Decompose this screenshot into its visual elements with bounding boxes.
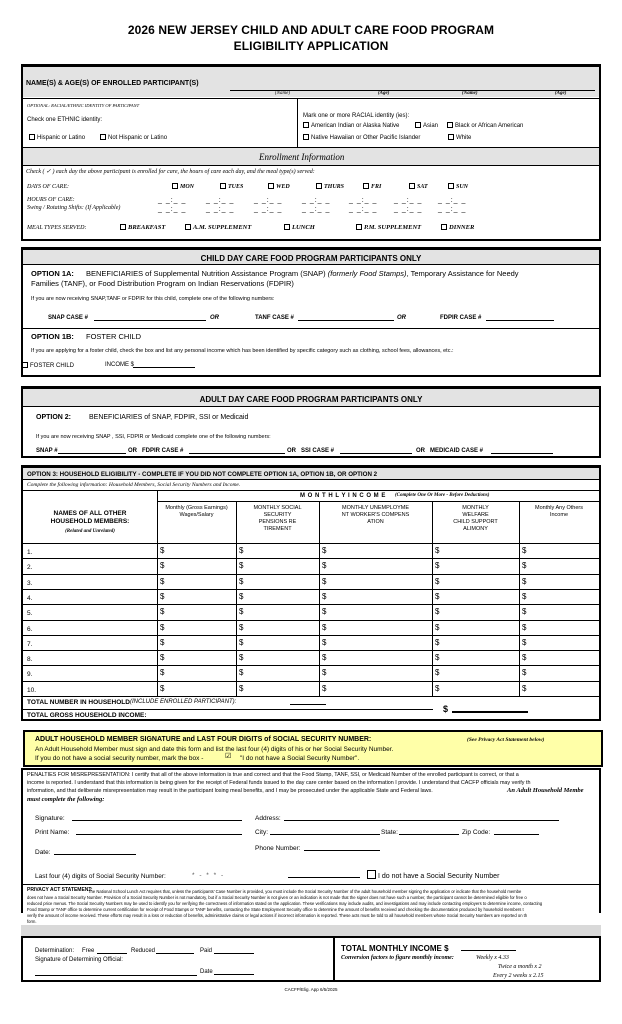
household-row-number: 6.: [27, 625, 33, 633]
optional-label: OPTIONAL: RACIAL/ETHNIC IDENTITY OF PARTICIPANT: [27, 103, 140, 108]
state-input[interactable]: [399, 828, 459, 835]
income-cell[interactable]: $: [160, 668, 165, 678]
racial-option-white[interactable]: White: [448, 134, 471, 142]
household-member-name-input[interactable]: [40, 622, 154, 633]
income-cell[interactable]: $: [239, 546, 244, 555]
household-heading: OPTION 3: HOUSEHOLD ELIGIBILITY - COMPLETE IF YOU DID NOT COMPLETE OPTION 1A, OPTION 1B, OR OPTION 2: [27, 471, 378, 478]
meal-checkbox-5[interactable]: DINNER: [441, 224, 474, 231]
income-cell[interactable]: $: [522, 607, 527, 617]
income-cell[interactable]: $: [435, 637, 440, 647]
household-row-number: 1.: [27, 549, 33, 556]
household-member-name-input[interactable]: [40, 560, 154, 571]
racial-option-asian[interactable]: Asian: [415, 122, 438, 130]
household-row-number: 5.: [27, 610, 33, 618]
ethnic-label: Check one ETHNIC identity:: [27, 117, 103, 123]
income-cell[interactable]: $: [322, 668, 327, 678]
signature-input[interactable]: [72, 814, 242, 821]
checkbox-icon: [185, 224, 191, 230]
racial-option-black[interactable]: Black or African American: [447, 122, 523, 130]
racial-label: Mark one or more RACIAL identity (ies):: [303, 113, 410, 119]
income-cell[interactable]: $: [239, 591, 244, 601]
income-cell[interactable]: $: [160, 561, 165, 571]
household-row-number: 7.: [27, 640, 33, 648]
adult-heading: ADULT DAY CARE FOOD PROGRAM PARTICIPANTS ONLY: [199, 395, 423, 404]
hours-field-5[interactable]: _ _:_ _: [349, 197, 378, 204]
household-member-name-input[interactable]: [40, 606, 154, 617]
income-cell[interactable]: $: [239, 637, 244, 647]
option-1a-text: BENEFICIARIES of Supplemental Nutrition Assistance Program (SNAP) (formerly Food Stamps), Temporary Assistance for Needy: [86, 269, 519, 278]
meal-checkbox-2[interactable]: A.M. SUPPLEMENT: [185, 224, 251, 231]
hours-field-end-5[interactable]: _ _:_ _: [349, 206, 378, 213]
day-checkbox-mon[interactable]: MON: [172, 183, 194, 191]
checkbox-icon: [303, 134, 309, 140]
adult-ssi-input[interactable]: [340, 447, 412, 454]
racial-option-hawaiian[interactable]: Native Hawaiian or Other Pacific Islander: [303, 134, 420, 142]
household-row-number: 10.: [27, 686, 37, 694]
checkbox-icon: [284, 224, 290, 230]
income-column-header-4: MONTHLY WELFARE CHILD SUPPORT ALIMONY: [453, 505, 498, 533]
day-checkbox-fri[interactable]: FRI: [363, 183, 381, 191]
checkbox-icon: [363, 183, 369, 189]
income-cell[interactable]: $: [239, 576, 244, 586]
checkbox-icon: [100, 134, 106, 140]
print-name-input[interactable]: [76, 828, 242, 835]
foster-income-input[interactable]: [133, 361, 195, 368]
participants-heading: NAME(S) & AGE(S) OF ENROLLED PARTICIPANT(S): [26, 80, 199, 87]
checkbox-icon: [29, 134, 35, 140]
reduced-input[interactable]: [156, 947, 194, 954]
income-cell[interactable]: $: [522, 546, 527, 555]
total-monthly-income-input[interactable]: [461, 944, 516, 951]
adult-medicaid-input[interactable]: [491, 447, 553, 454]
checkbox-icon: [441, 224, 447, 230]
meal-checkbox-1[interactable]: BREAKFAST: [120, 224, 165, 231]
income-cell[interactable]: $: [522, 637, 527, 647]
income-cell[interactable]: $: [522, 653, 527, 663]
income-cell[interactable]: $: [322, 637, 327, 647]
income-cell[interactable]: $: [435, 622, 440, 632]
income-cell[interactable]: $: [522, 668, 527, 678]
income-cell[interactable]: $: [522, 683, 527, 693]
enrollment-instruction: Check ( ✓ ) each day the above participant is enrolled for care, the hours of care each day, and the meal type(s) served:: [26, 169, 315, 175]
income-cell[interactable]: $: [522, 561, 527, 571]
household-member-name-input[interactable]: [40, 652, 154, 663]
phone-input[interactable]: [304, 844, 380, 851]
option-1b-label: OPTION 1B:: [31, 332, 74, 341]
day-checkbox-wed[interactable]: WED: [268, 183, 290, 191]
ssn-last-four-input[interactable]: [288, 871, 360, 878]
income-cell[interactable]: $: [160, 546, 165, 555]
day-checkbox-thurs[interactable]: THURS: [316, 183, 344, 191]
checkbox-icon: [409, 183, 415, 189]
income-cell[interactable]: $: [160, 591, 165, 601]
child-section: [21, 247, 601, 377]
income-cell[interactable]: $: [435, 546, 440, 555]
checkbox-icon: [22, 362, 28, 368]
hours-field-6[interactable]: _ _:_ _: [394, 197, 423, 204]
household-member-name-input[interactable]: [40, 545, 154, 556]
income-cell[interactable]: $: [322, 561, 327, 571]
checkbox-icon: [172, 183, 178, 189]
hours-field-end-7[interactable]: _ _:_ _: [438, 206, 467, 213]
child-fdpir-case-input[interactable]: [486, 314, 554, 321]
hours-field-3[interactable]: _ _:_ _: [254, 197, 283, 204]
income-cell[interactable]: $: [435, 607, 440, 617]
footer-version: CACFP/Elig. App 6/5/2025: [284, 987, 338, 992]
income-cell[interactable]: $: [160, 683, 165, 693]
day-checkbox-tues[interactable]: TUES: [220, 183, 243, 191]
household-row-number: 9.: [27, 671, 33, 679]
income-cell[interactable]: $: [239, 561, 244, 571]
income-cell[interactable]: $: [239, 622, 244, 632]
hours-field-2[interactable]: _ _:_ _: [206, 197, 235, 204]
checkbox-icon: ☑: [225, 753, 232, 760]
hours-field-end-2[interactable]: _ _:_ _: [206, 206, 235, 213]
hours-field-1[interactable]: _ _:_ _: [158, 197, 187, 204]
address-input[interactable]: [284, 814, 559, 821]
household-member-name-input[interactable]: [40, 667, 154, 678]
income-cell[interactable]: $: [239, 668, 244, 678]
income-cell[interactable]: $: [322, 576, 327, 586]
city-input[interactable]: [270, 828, 380, 835]
income-cell[interactable]: $: [160, 607, 165, 617]
paid-input[interactable]: [214, 947, 254, 954]
income-cell[interactable]: $: [322, 622, 327, 632]
form-title-line1: 2026 NEW JERSEY CHILD AND ADULT CARE FOOD PROGRAM: [127, 23, 495, 37]
income-column-header-3: MONTHLY UNEMPLOYME NT WORKER'S COMPENS ATION: [341, 505, 410, 526]
checkbox-icon: [447, 122, 453, 128]
no-ssn-checkbox[interactable]: I do not have a Social Security Number: [367, 870, 499, 881]
household-member-name-input[interactable]: [40, 683, 154, 694]
income-cell[interactable]: $: [522, 591, 527, 601]
household-row-number: 4.: [27, 594, 33, 602]
checkbox-icon: [120, 224, 126, 230]
income-cell[interactable]: $: [435, 591, 440, 601]
free-input[interactable]: [97, 947, 127, 954]
hours-field-end-1[interactable]: _ _:_ _: [158, 206, 187, 213]
household-member-name-input[interactable]: [40, 576, 154, 587]
income-cell[interactable]: $: [160, 653, 165, 663]
meal-checkbox-4[interactable]: P.M. SUPPLEMENT: [356, 224, 421, 231]
option-2-label: OPTION 2:: [36, 414, 72, 421]
hours-field-end-6[interactable]: _ _:_ _: [394, 206, 423, 213]
form-title-line2: ELIGIBILITY APPLICATION: [233, 39, 389, 53]
ssn-mask: * - * * -: [192, 872, 225, 879]
official-date-input[interactable]: [214, 968, 254, 975]
household-member-name-input[interactable]: [40, 591, 154, 602]
income-cell[interactable]: $: [160, 637, 165, 647]
day-checkbox-sun[interactable]: SUN: [448, 183, 468, 191]
income-column-header-2: MONTHLY SOCIAL SECURITY PENSIONS RE TIREMENT: [253, 505, 302, 533]
adult-snap-input[interactable]: [58, 447, 126, 454]
income-cell[interactable]: $: [322, 591, 327, 601]
checkbox-icon: [220, 183, 226, 189]
checkbox-icon: [268, 183, 274, 189]
income-cell[interactable]: $: [435, 668, 440, 678]
checkbox-icon: [448, 183, 454, 189]
total-number-input[interactable]: [290, 698, 326, 705]
hours-field-end-3[interactable]: _ _:_ _: [254, 206, 283, 213]
checkbox-icon: [356, 224, 362, 230]
income-cell[interactable]: $: [160, 622, 165, 632]
checkbox-icon: [367, 870, 376, 879]
checkbox-icon: [415, 122, 421, 128]
income-cell[interactable]: $: [435, 653, 440, 663]
checkbox-icon: [448, 134, 454, 140]
foster-child-checkbox[interactable]: FOSTER CHILD: [22, 362, 74, 370]
household-row-number: 8.: [27, 656, 33, 664]
total-gross-income-input[interactable]: [452, 706, 528, 713]
ethnic-option-not-hispanic[interactable]: Not Hispanic or Latino: [100, 134, 167, 142]
income-cell[interactable]: $: [160, 576, 165, 586]
child-snap-case-input[interactable]: [94, 314, 206, 321]
adult-fdpir-input[interactable]: [189, 447, 285, 454]
hours-field-end-4[interactable]: _ _:_ _: [302, 206, 331, 213]
child-heading: CHILD DAY CARE FOOD PROGRAM PARTICIPANTS ONLY: [200, 254, 422, 263]
income-cell[interactable]: $: [522, 576, 527, 586]
checkbox-icon: [303, 122, 309, 128]
names-column-header: NAMES OF ALL OTHER HOUSEHOLD MEMBERS: (Related and Unrelated): [50, 510, 130, 534]
option-1a-label: OPTION 1A:: [31, 269, 74, 278]
racial-option-native[interactable]: American Indian or Alaska Native: [303, 122, 399, 130]
income-cell[interactable]: $: [322, 546, 327, 555]
income-column-header-1: Monthly (Gross Earnings) Wages/Salary: [165, 505, 228, 519]
income-cell[interactable]: $: [239, 607, 244, 617]
zip-input[interactable]: [494, 828, 539, 835]
household-row-number: 2.: [27, 564, 33, 572]
income-column-header-5: Monthly Any Others Income: [535, 505, 583, 519]
income-cell[interactable]: $: [522, 622, 527, 632]
ethnic-option-hispanic[interactable]: Hispanic or Latino: [29, 134, 85, 142]
income-cell[interactable]: $: [239, 683, 244, 693]
income-cell[interactable]: $: [322, 653, 327, 663]
child-tanf-case-input[interactable]: [298, 314, 394, 321]
hours-field-4[interactable]: _ _:_ _: [302, 197, 331, 204]
income-cell[interactable]: $: [239, 653, 244, 663]
income-cell[interactable]: $: [322, 683, 327, 693]
official-signature-input[interactable]: [35, 969, 197, 976]
date-input[interactable]: [54, 848, 136, 855]
enrollment-title: Enrollment Information: [259, 152, 345, 162]
checkbox-icon: [316, 183, 322, 189]
income-cell[interactable]: $: [435, 561, 440, 571]
household-row-number: 3.: [27, 579, 33, 587]
household-member-name-input[interactable]: [40, 637, 154, 648]
income-cell[interactable]: $: [435, 576, 440, 586]
income-cell[interactable]: $: [322, 607, 327, 617]
hours-field-7[interactable]: _ _:_ _: [438, 197, 467, 204]
meal-checkbox-3[interactable]: LUNCH: [284, 224, 315, 231]
day-checkbox-sat[interactable]: SAT: [409, 183, 428, 191]
income-cell[interactable]: $: [435, 683, 440, 693]
